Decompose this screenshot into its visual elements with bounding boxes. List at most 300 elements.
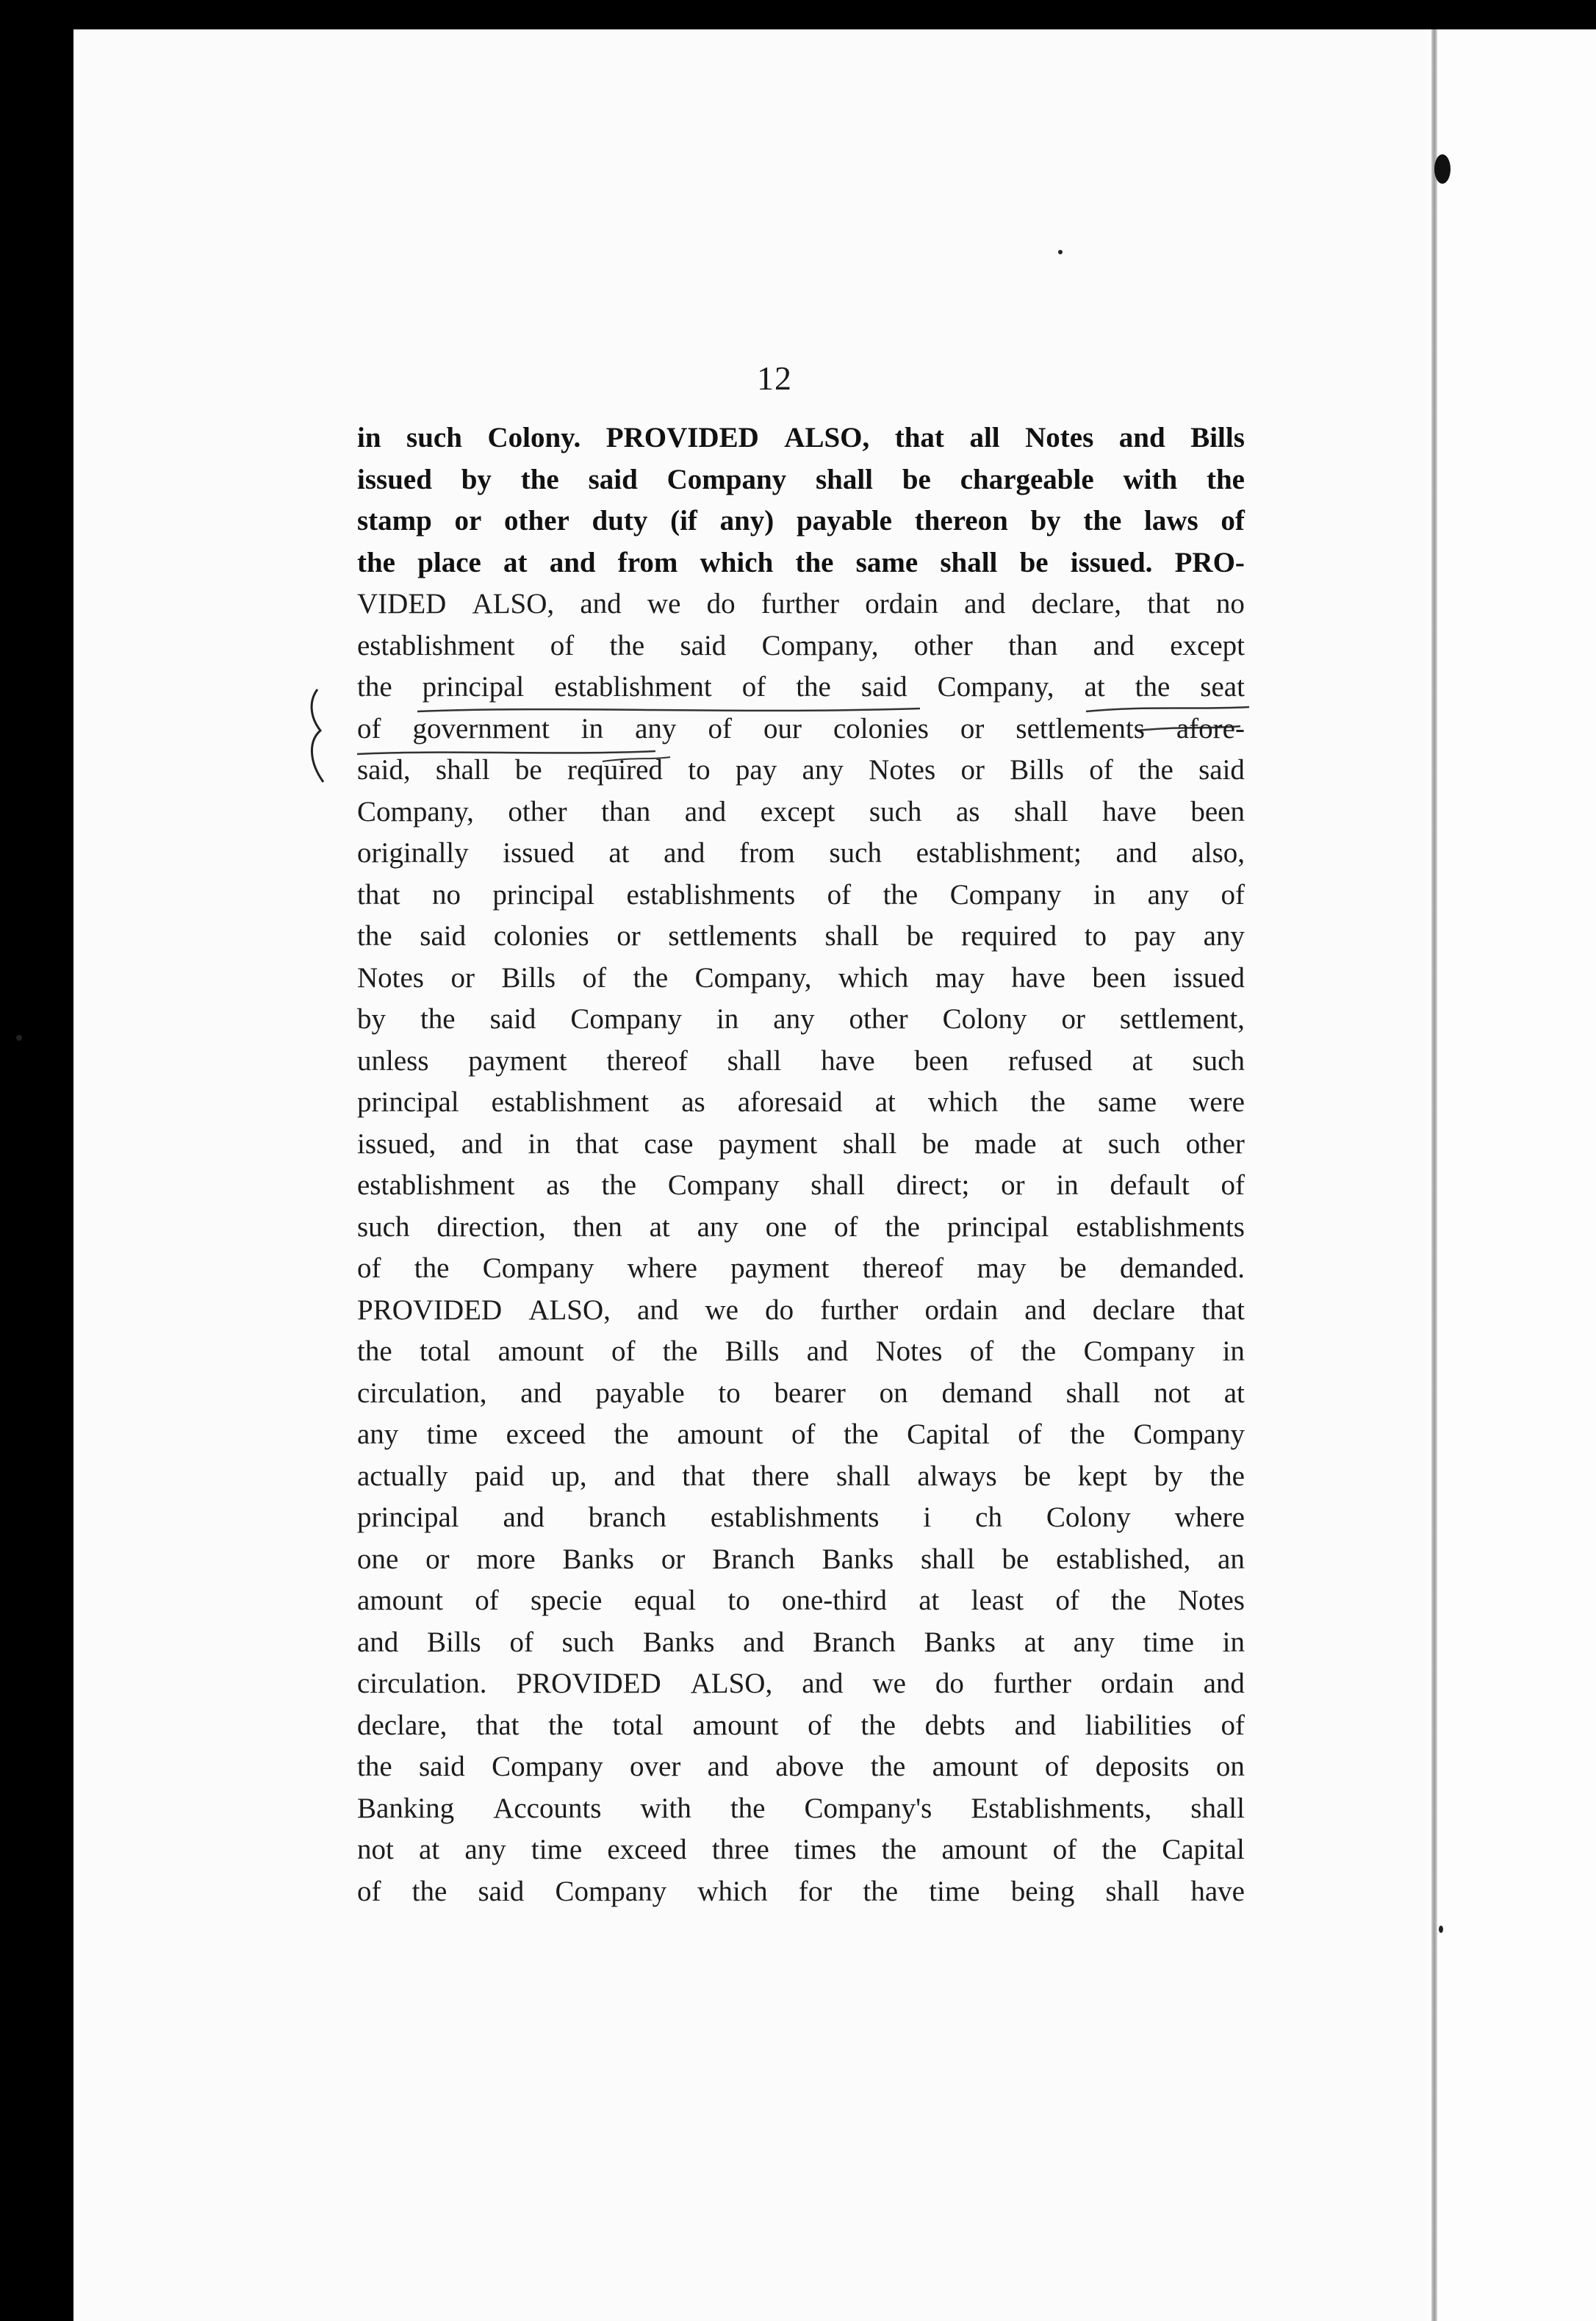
word: shall: [1190, 1792, 1245, 1824]
word: and: [637, 1294, 679, 1326]
text-line: [357, 1497, 1245, 1539]
word: from: [617, 546, 678, 578]
body-text: [357, 417, 1245, 1912]
word: such: [829, 837, 882, 869]
word: said: [1198, 754, 1245, 786]
word: and: [503, 1502, 544, 1533]
word: also,: [1191, 837, 1245, 869]
word: of: [1089, 754, 1113, 786]
word: Banks: [822, 1543, 894, 1575]
word: of: [357, 1252, 381, 1284]
word: Branch: [813, 1626, 896, 1658]
word: settlements: [668, 920, 797, 952]
word: ALSO,: [472, 588, 555, 620]
word: the: [520, 463, 559, 495]
text-line: [357, 459, 1245, 501]
word: being: [1010, 1875, 1075, 1907]
word: laws: [1144, 505, 1198, 537]
word: in: [357, 422, 381, 453]
word: ALSO,: [690, 1668, 773, 1699]
word: in: [1222, 1626, 1245, 1658]
word: Company: [482, 1252, 594, 1284]
word: Company,: [357, 795, 474, 828]
word: and: [357, 1626, 399, 1658]
word: direct;: [896, 1169, 970, 1201]
word: any: [802, 754, 844, 786]
word: the: [357, 1335, 392, 1367]
word: the: [411, 1875, 447, 1907]
word: Bills: [427, 1626, 481, 1658]
scan-speck: [16, 1035, 22, 1041]
word: circulation.: [357, 1668, 487, 1699]
word: Establishments,: [971, 1792, 1152, 1824]
word: have: [821, 1044, 875, 1077]
word: Bills: [501, 961, 556, 994]
word: other: [504, 505, 569, 537]
word: principal: [492, 878, 595, 911]
word: payment: [468, 1044, 567, 1077]
word: colonies: [493, 920, 589, 952]
word: same: [1097, 1086, 1157, 1118]
word: as: [955, 795, 980, 828]
word: in: [1056, 1169, 1079, 1201]
word: amount: [692, 1709, 779, 1741]
word: time: [929, 1875, 980, 1907]
word: where: [627, 1252, 697, 1284]
word: the: [795, 546, 834, 578]
word: Bills: [725, 1335, 780, 1367]
text-line: [357, 1041, 1245, 1083]
word: paid: [475, 1460, 525, 1492]
word: be: [1002, 1543, 1029, 1575]
word: required: [567, 754, 663, 786]
word: more: [476, 1543, 536, 1575]
word: principal: [422, 671, 525, 703]
word: said: [588, 463, 638, 495]
word: or: [425, 1543, 450, 1575]
word: in: [580, 712, 604, 745]
text-line: [357, 1871, 1245, 1913]
word: colonies: [833, 712, 929, 745]
adjacent-page-strip: [1426, 29, 1596, 2321]
word: Company: [949, 878, 1062, 911]
word: bearer: [774, 1377, 846, 1409]
word: exceed: [506, 1418, 586, 1450]
word: the: [662, 1335, 698, 1367]
word: of: [741, 671, 766, 703]
text-line: [357, 667, 1245, 709]
word: of: [969, 1335, 994, 1367]
word: be: [1019, 546, 1049, 578]
word: Banks: [562, 1543, 634, 1575]
word: of: [475, 1585, 499, 1616]
word: principal: [357, 1086, 459, 1118]
word: shall: [836, 1460, 891, 1492]
word: where: [1174, 1502, 1245, 1533]
word: that: [575, 1127, 619, 1160]
word: be: [1059, 1252, 1087, 1284]
word: Colony: [1046, 1502, 1131, 1533]
word: Bills: [1190, 422, 1245, 453]
word: amount: [357, 1585, 443, 1616]
text-line: [357, 1082, 1245, 1124]
word: at: [1132, 1044, 1153, 1077]
word: at: [919, 1585, 940, 1616]
word: issued: [357, 463, 432, 495]
word: such: [1192, 1044, 1245, 1077]
word: Company's: [804, 1792, 932, 1824]
word: further: [761, 588, 839, 620]
scan-speck: [1058, 250, 1063, 254]
word: above: [775, 1751, 844, 1782]
text-line: [357, 542, 1245, 584]
word: three: [711, 1834, 769, 1865]
word: Banking: [357, 1792, 455, 1824]
word: at: [1084, 671, 1105, 703]
word: at: [1024, 1626, 1045, 1658]
word: VIDED: [357, 588, 447, 620]
word: payable: [595, 1377, 685, 1409]
text-line: [357, 1414, 1245, 1456]
word: establishment: [357, 629, 515, 661]
word: made: [974, 1127, 1037, 1160]
text-line: [357, 875, 1245, 916]
word: and: [964, 588, 1006, 620]
word: afore-: [1176, 712, 1245, 745]
word: (if: [670, 505, 697, 537]
word: except: [1170, 629, 1245, 661]
text-line: [357, 501, 1245, 542]
text-line: [357, 1165, 1245, 1207]
word: shall: [940, 546, 998, 578]
word: in: [1222, 1335, 1245, 1367]
word: default: [1110, 1169, 1190, 1201]
word: the: [883, 878, 919, 911]
word: or: [454, 505, 482, 537]
word: no: [1215, 588, 1245, 620]
text-line: [357, 958, 1245, 1000]
word: further: [993, 1668, 1071, 1699]
word: said: [860, 671, 907, 703]
word: that: [1147, 588, 1190, 620]
word: and: [520, 1377, 562, 1409]
word: any: [697, 1210, 738, 1243]
word: one: [357, 1543, 399, 1575]
word: establishment: [491, 1086, 650, 1118]
text-line: [357, 1248, 1245, 1290]
word: PRO-: [1174, 546, 1245, 578]
word: thereon: [914, 505, 1008, 537]
text-line: [357, 1663, 1245, 1705]
word: Capital: [1162, 1834, 1245, 1865]
text-line: [357, 584, 1245, 625]
word: Colony: [942, 1003, 1027, 1035]
word: Company: [1083, 1335, 1196, 1367]
word: PROVIDED: [516, 1668, 661, 1699]
word: issued.: [1070, 546, 1153, 578]
word: time: [531, 1834, 583, 1865]
word: aforesaid: [737, 1086, 843, 1118]
word: to: [718, 1377, 741, 1409]
word: except: [760, 795, 835, 828]
word: ordain: [1100, 1668, 1174, 1699]
text-line: [357, 1580, 1245, 1622]
word: establishment: [554, 671, 712, 703]
word: may: [977, 1252, 1027, 1284]
word: and: [549, 546, 596, 578]
word: duty: [592, 505, 648, 537]
word: always: [917, 1460, 997, 1492]
word: be: [1024, 1460, 1052, 1492]
word: we: [705, 1294, 738, 1326]
word: exceed: [607, 1834, 687, 1865]
word: pay: [1134, 920, 1176, 952]
word: shall: [1105, 1875, 1160, 1907]
word: the: [357, 920, 392, 952]
word: have: [1190, 1875, 1245, 1907]
word: to: [688, 754, 711, 786]
word: the: [357, 546, 395, 578]
word: of: [791, 1418, 816, 1450]
word: shall: [824, 920, 880, 952]
word: any: [635, 712, 677, 745]
word: one: [765, 1210, 808, 1243]
word: and: [802, 1668, 844, 1699]
word: Company: [667, 1169, 780, 1201]
word: settlement,: [1119, 1003, 1245, 1035]
word: kept: [1077, 1460, 1127, 1492]
text-line: [357, 1746, 1245, 1788]
word: times: [794, 1834, 857, 1865]
word: such: [561, 1626, 615, 1658]
word: of: [1055, 1585, 1079, 1616]
word: direction,: [436, 1210, 546, 1243]
word: or: [1001, 1169, 1025, 1201]
word: on: [879, 1377, 908, 1409]
word: with: [640, 1792, 691, 1824]
word: refused: [1007, 1044, 1093, 1077]
word: declare,: [1031, 588, 1121, 620]
text-line: [357, 916, 1245, 958]
word: on: [1215, 1751, 1245, 1782]
word: of: [1221, 1709, 1245, 1741]
word: the: [730, 1792, 766, 1824]
word: the: [1209, 1460, 1245, 1492]
word: do: [706, 588, 736, 620]
word: and: [1118, 422, 1165, 453]
word: said: [418, 1751, 465, 1782]
word: be: [906, 920, 934, 952]
word: establishment;: [916, 837, 1082, 869]
word: from: [739, 837, 795, 869]
word: that: [1201, 1294, 1245, 1326]
word: to: [727, 1585, 750, 1616]
word: shall: [435, 754, 490, 786]
word: the: [357, 671, 392, 703]
word: total: [612, 1709, 664, 1741]
word: our: [763, 712, 802, 745]
word: in: [1093, 878, 1116, 911]
text-line: [357, 1124, 1245, 1166]
word: of: [808, 1709, 832, 1741]
word: of: [708, 712, 732, 745]
word: the: [843, 1418, 879, 1450]
word: at: [608, 837, 630, 869]
word: seat: [1200, 671, 1245, 703]
word: and: [684, 795, 727, 828]
word: Accounts: [493, 1792, 602, 1824]
word: principal: [357, 1502, 459, 1533]
word: amount: [941, 1834, 1028, 1865]
word: or: [450, 961, 475, 994]
word: we: [872, 1668, 906, 1699]
word: in: [528, 1127, 550, 1160]
word: and: [461, 1127, 503, 1160]
word: said: [478, 1875, 525, 1907]
word: established,: [1056, 1543, 1191, 1575]
word: any: [357, 1418, 399, 1450]
word: thereof: [862, 1252, 944, 1284]
text-line: [357, 1622, 1245, 1664]
word: any: [464, 1834, 506, 1865]
word: Notes: [1178, 1585, 1245, 1616]
word: been: [1092, 961, 1147, 994]
word: liabilities: [1085, 1709, 1192, 1741]
word: at: [419, 1834, 440, 1865]
word: an: [1218, 1543, 1245, 1575]
word: the: [870, 1751, 906, 1782]
scan-border-top: [0, 0, 1596, 29]
word: the: [609, 629, 645, 661]
text-line: [357, 709, 1245, 750]
word: payment: [730, 1252, 830, 1284]
word: the: [357, 1751, 392, 1782]
word: as: [546, 1169, 570, 1201]
word: such: [869, 795, 922, 828]
word: government: [412, 712, 550, 745]
word: Company: [492, 1751, 603, 1782]
word: than: [1008, 629, 1058, 661]
word: settlements: [1016, 712, 1145, 745]
word: case: [644, 1127, 694, 1160]
word: Company,: [937, 671, 1054, 703]
word: and: [743, 1626, 785, 1658]
word: up,: [550, 1460, 587, 1492]
word: and: [664, 837, 705, 869]
word: issued,: [357, 1127, 436, 1160]
text-line: [357, 1539, 1245, 1581]
text-line: [357, 1290, 1245, 1332]
word: said: [420, 920, 467, 952]
word: PROVIDED: [357, 1294, 503, 1326]
word: of: [357, 1875, 381, 1907]
word: the: [860, 1709, 896, 1741]
word: than: [601, 795, 651, 828]
word: same: [855, 546, 919, 578]
word: there: [752, 1460, 810, 1492]
word: of: [582, 961, 607, 994]
word: of: [833, 1210, 858, 1243]
word: circulation,: [357, 1377, 487, 1409]
text-line: [357, 1331, 1245, 1373]
word: the: [1030, 1086, 1065, 1118]
word: specie: [530, 1585, 603, 1616]
word: shall: [1013, 795, 1068, 828]
word: Notes: [875, 1335, 943, 1367]
word: at: [1223, 1377, 1245, 1409]
word: ordain: [924, 1294, 999, 1326]
word: other: [508, 795, 567, 828]
word: and: [1203, 1668, 1245, 1699]
word: have: [1102, 795, 1157, 828]
word: over: [630, 1751, 681, 1782]
word: equal: [633, 1585, 697, 1616]
word: the: [601, 1169, 637, 1201]
text-line: [357, 792, 1245, 833]
word: by: [1030, 505, 1061, 537]
word: be: [921, 1127, 949, 1160]
word: branch: [588, 1502, 666, 1533]
word: or: [617, 920, 641, 952]
word: do: [765, 1294, 794, 1326]
word: may: [935, 961, 985, 994]
word: shall: [842, 1127, 897, 1160]
word: Company: [666, 463, 787, 495]
word: principal: [946, 1210, 1049, 1243]
word: the: [414, 1252, 450, 1284]
word: at: [503, 546, 528, 578]
word: place: [417, 546, 481, 578]
text-line: [357, 833, 1245, 875]
word: were: [1189, 1086, 1245, 1118]
word: ALSO,: [528, 1294, 611, 1326]
word: the: [881, 1834, 917, 1865]
word: stamp: [357, 505, 432, 537]
word: of: [550, 629, 575, 661]
word: to: [1084, 920, 1107, 952]
word: not: [357, 1834, 394, 1865]
word: the: [1207, 463, 1245, 495]
word: such: [357, 1210, 410, 1243]
word: shall: [727, 1044, 782, 1077]
text-line: [357, 625, 1245, 667]
word: Company,: [694, 961, 812, 994]
word: chargeable: [960, 463, 1094, 495]
word: and: [707, 1751, 749, 1782]
word: Notes: [357, 961, 424, 994]
text-line: [357, 1829, 1245, 1871]
word: said: [489, 1003, 536, 1035]
word: and: [580, 588, 622, 620]
word: or: [661, 1543, 686, 1575]
text-line: [357, 1373, 1245, 1415]
word: or: [960, 754, 985, 786]
word: the: [1135, 671, 1171, 703]
word: Banks: [924, 1626, 996, 1658]
word: of: [1052, 1834, 1077, 1865]
word: any: [773, 1003, 815, 1035]
word: time: [1143, 1626, 1194, 1658]
word: least: [971, 1585, 1024, 1616]
word: such: [1107, 1127, 1161, 1160]
word: Colony.: [487, 422, 581, 453]
word: any: [1147, 878, 1189, 911]
word: the: [633, 961, 669, 994]
word: for: [798, 1875, 833, 1907]
word: amount: [497, 1335, 584, 1367]
word: the: [1138, 754, 1173, 786]
word: and: [1115, 837, 1157, 869]
